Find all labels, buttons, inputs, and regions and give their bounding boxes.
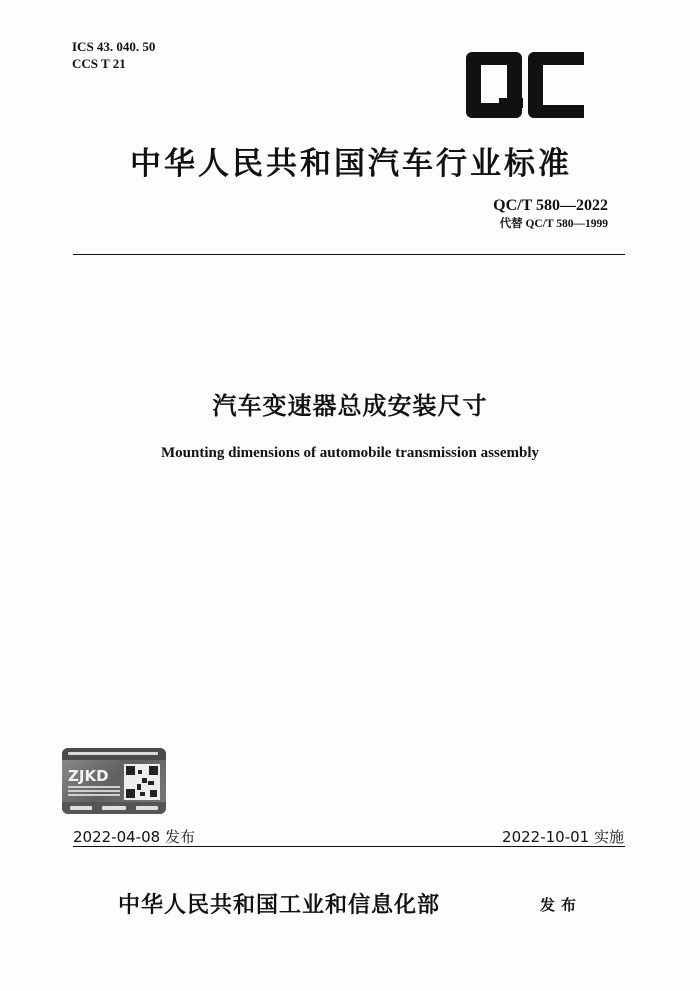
replaced-standard: 代替 QC/T 580—1999 <box>499 218 608 230</box>
standard-category-title: 中华人民共和国汽车行业标准 <box>130 146 572 182</box>
ics-code: ICS 43. 040. 50 <box>72 39 156 54</box>
implementation-date: 2022-10-01 实施 <box>502 828 624 846</box>
publish-label: 发布 <box>540 896 583 914</box>
anti-counterfeit-stamp <box>62 748 166 814</box>
document-title-en: Mounting dimensions of automobile transmission assembly <box>161 445 539 461</box>
top-divider <box>73 254 625 255</box>
qc-logo <box>466 52 586 118</box>
document-title-cn: 汽车变速器总成安装尺寸 <box>212 392 488 420</box>
publish-date: 2022-04-08 发布 <box>73 828 195 846</box>
ccs-code: CCS T 21 <box>72 56 126 71</box>
bottom-divider <box>73 846 625 847</box>
standard-code-block <box>493 196 608 232</box>
standard-code: QC/T 580—2022 <box>493 197 608 214</box>
publisher-name: 中华人民共和国工业和信息化部 <box>118 892 441 918</box>
classification-codes <box>72 38 155 72</box>
stamp-label: ZJKD <box>68 767 109 785</box>
